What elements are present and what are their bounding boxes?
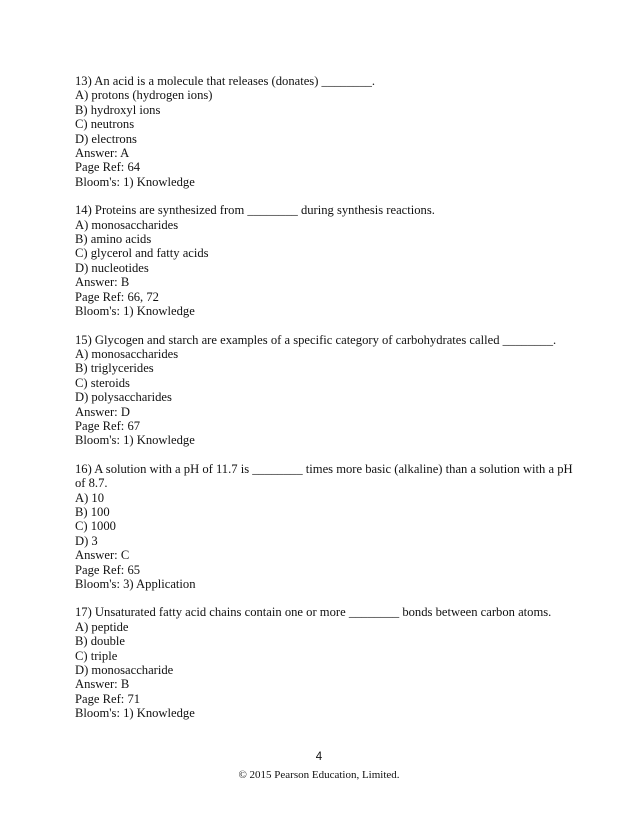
blooms-level: Bloom's: 1) Knowledge bbox=[75, 433, 195, 448]
question-stem: 15) Glycogen and starch are examples of a specific category of carbohydrates called ________. bbox=[75, 332, 557, 347]
option-d: D) electrons bbox=[75, 131, 137, 146]
answer: Answer: B bbox=[75, 275, 130, 290]
blooms-level: Bloom's: 1) Knowledge bbox=[75, 706, 195, 721]
option-a: A) monosaccharides bbox=[75, 217, 179, 232]
page-ref: Page Ref: 65 bbox=[75, 562, 141, 577]
question-16 bbox=[75, 462, 575, 592]
page-ref: Page Ref: 71 bbox=[75, 691, 141, 706]
answer: Answer: B bbox=[75, 677, 130, 692]
question-stem: 14) Proteins are synthesized from ________ during synthesis reactions. bbox=[75, 203, 435, 218]
page-number: 4 bbox=[315, 751, 323, 763]
answer: Answer: D bbox=[75, 404, 130, 419]
question-17 bbox=[75, 605, 575, 720]
question-list bbox=[75, 74, 575, 735]
page-ref: Page Ref: 67 bbox=[75, 418, 141, 433]
option-a: A) protons (hydrogen ions) bbox=[75, 88, 213, 103]
question-15 bbox=[75, 333, 575, 448]
answer: Answer: A bbox=[75, 146, 130, 161]
option-c: C) triple bbox=[75, 648, 118, 663]
answer: Answer: C bbox=[75, 548, 130, 563]
question-stem: 17) Unsaturated fatty acid chains contain one or more ________ bonds between carbon atoms. bbox=[75, 605, 552, 620]
option-b: B) hydroxyl ions bbox=[75, 102, 161, 117]
blooms-level: Bloom's: 3) Application bbox=[75, 577, 196, 591]
copyright-notice: © 2015 Pearson Education, Limited. bbox=[238, 769, 400, 781]
question-stem: 16) A solution with a pH of 11.7 is ________ times more basic (alkaline) than a solution with a pH of 8.7. bbox=[75, 461, 573, 491]
option-c: C) 1000 bbox=[75, 519, 116, 534]
question-stem: 13) An acid is a molecule that releases (donates) ________. bbox=[75, 74, 376, 88]
blooms-level: Bloom's: 1) Knowledge bbox=[75, 174, 195, 189]
blooms-level: Bloom's: 1) Knowledge bbox=[75, 304, 195, 319]
option-a: A) monosaccharides bbox=[75, 346, 179, 361]
option-b: B) triglycerides bbox=[75, 361, 154, 376]
option-b: B) 100 bbox=[75, 504, 110, 519]
question-14 bbox=[75, 203, 575, 318]
option-c: C) neutrons bbox=[75, 117, 135, 132]
option-c: C) steroids bbox=[75, 375, 130, 390]
question-13 bbox=[75, 74, 575, 189]
option-c: C) glycerol and fatty acids bbox=[75, 246, 209, 261]
option-d: D) polysaccharides bbox=[75, 390, 172, 405]
option-d: D) monosaccharide bbox=[75, 663, 174, 678]
page-ref: Page Ref: 64 bbox=[75, 160, 141, 175]
option-a: A) peptide bbox=[75, 619, 129, 634]
option-d: D) nucleotides bbox=[75, 260, 149, 275]
option-d: D) 3 bbox=[75, 533, 98, 548]
option-b: B) double bbox=[75, 634, 126, 649]
option-b: B) amino acids bbox=[75, 232, 152, 247]
page-ref: Page Ref: 66, 72 bbox=[75, 289, 159, 304]
option-a: A) 10 bbox=[75, 490, 105, 505]
